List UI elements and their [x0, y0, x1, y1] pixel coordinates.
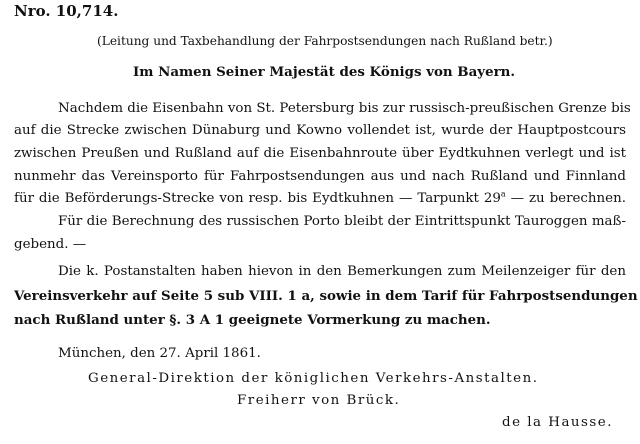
body-line: zwischen Preußen und Rußland auf die Eisenbahnroute über Eydtkuhnen verlegt und ist [14, 146, 626, 161]
countersignatory-name: de la Hausse. [502, 415, 613, 430]
body-line: Nachdem die Eisenbahn von St. Petersburg bis zur russisch-preußischen Grenze bis [58, 101, 631, 116]
body-line-part: — zu berechnen. [510, 191, 626, 206]
body-line-part: für die Beförderungs-Strecke von resp. bis Eydtkuhnen — [14, 191, 413, 206]
body-line: auf die Strecke zwischen Dünaburg und Kowno vollendet ist, wurde der Hauptpostcours [14, 123, 626, 138]
body-line: Für die Berechnung des russischen Porto bleibt der Eintrittspunkt Tauroggen maß- [58, 214, 626, 229]
body-line [14, 190, 626, 208]
signatory-name: Freiherr von Brück. [237, 393, 401, 408]
issuing-authority: General-Direktion der königlichen Verkehrs-Anstalten. [88, 371, 539, 386]
royal-heading: Im Namen Seiner Majestät des Königs von Bayern. [133, 64, 516, 80]
body-line: Vereinsverkehr auf Seite 5 sub VIII. 1 a, sowie in dem Tarif für Fahrpostsendungen [14, 288, 638, 304]
tarif-superscript: a [500, 189, 506, 199]
subject-line: (Leitung und Taxbehandlung der Fahrpostsendungen nach Rußland betr.) [97, 34, 553, 48]
body-line: nach Rußland unter §. 3 A 1 geeignete Vormerkung zu machen. [14, 312, 491, 328]
ordinance-number: Nro. 10,714. [14, 2, 119, 20]
body-line: gebend. — [14, 237, 87, 252]
body-line: Die k. Postanstalten haben hievon in den Bemerkungen zum Meilenzeiger für den [58, 264, 626, 279]
date-line: München, den 27. April 1861. [58, 346, 261, 361]
body-line: nunmehr das Vereinsporto für Fahrpostsendungen aus und nach Rußland und Finnland [14, 169, 626, 184]
tarif-point: Tarpunkt 29 [417, 191, 501, 206]
